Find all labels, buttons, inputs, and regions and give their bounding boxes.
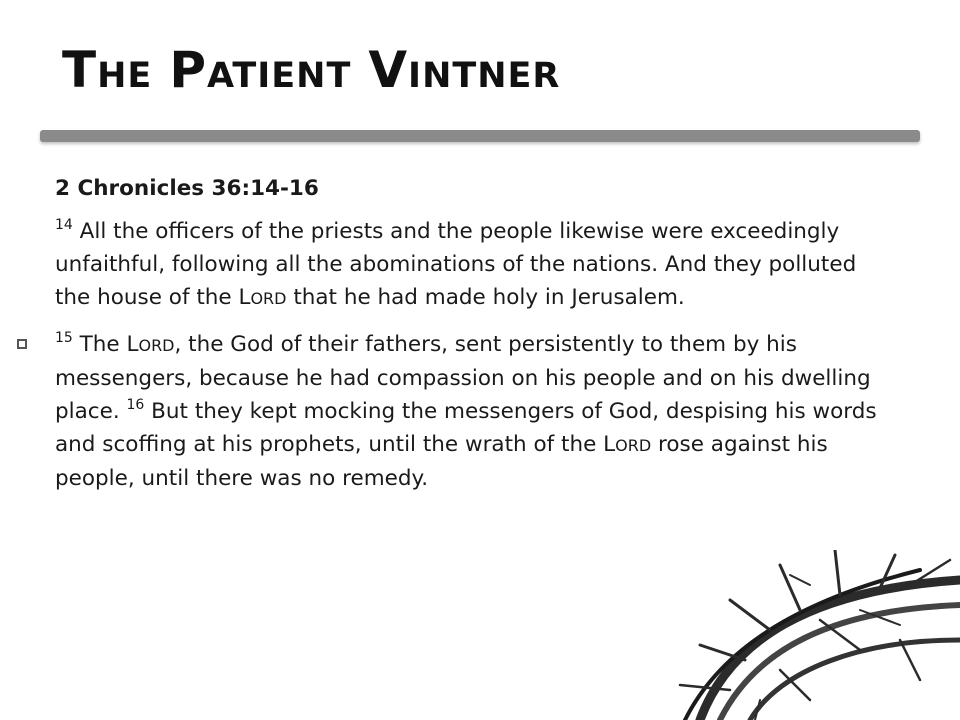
title-word-rest: INTNER [408,56,561,96]
crown-of-thorns-icon [660,550,960,720]
title-initial: T [62,41,98,99]
verse-15-16 [55,328,895,495]
verse-number: 14 [55,216,73,233]
verse-number: 15 [55,329,73,346]
title-initial: P [169,41,207,99]
lord-rest: ORD [250,289,287,308]
verse-text: All the officers of the priests and the people likewise were exceedingly unfaithful, following all the abominations of the nations. And they polluted the house of the [55,219,857,310]
scripture-body [55,172,895,508]
lord-initial: L [238,285,251,310]
title-divider [40,130,920,142]
title-word-rest: HE [97,56,153,96]
verse-text: But they kept mocking the messengers of God, despising his words and scoffing at his prophets, until the wrath of the [55,399,877,457]
lord-initial: L [603,432,616,457]
lord-small-caps [603,432,651,457]
verse-text: The [72,332,127,357]
verse-text: rose against his people, until there was no remedy. [55,432,828,491]
verse-number: 16 [126,396,145,413]
lord-rest: ORD [615,436,652,455]
square-bullet-icon [17,339,27,349]
verse-text: , the God of their fathers, sent persistently to them by his messengers, because he had compassion on his people and on his dwelling place. [55,332,871,424]
verse-text: that he had made holy in Jerusalem. [286,285,685,310]
lord-small-caps [238,285,286,310]
title-word-rest: ATIENT [206,56,352,96]
lord-rest: ORD [138,336,175,355]
title-initial: V [368,41,409,99]
verse-14 [55,215,895,315]
lord-initial: L [126,332,139,357]
scripture-reference: 2 Chronicles 36:14-16 [55,176,319,201]
lord-small-caps [126,332,174,357]
slide-title [62,40,560,100]
